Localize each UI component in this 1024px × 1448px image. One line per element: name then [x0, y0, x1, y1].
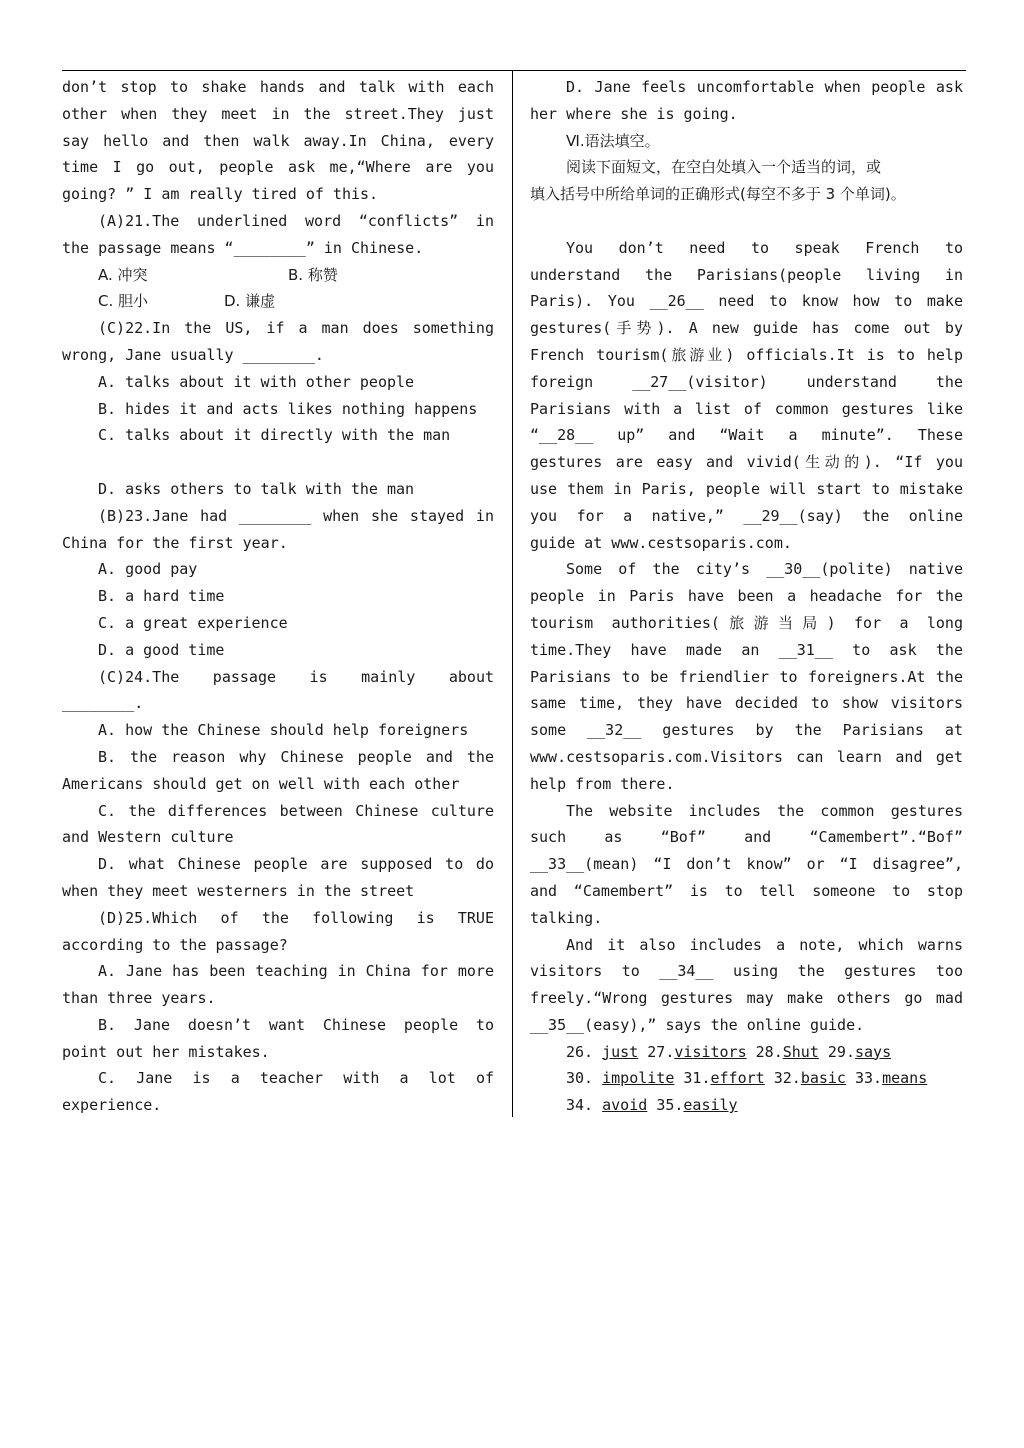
passage-line: www.cestsoparis.com.Visitors can learn and get [530, 747, 963, 766]
q25-option-b: point out her mistakes. [62, 1042, 270, 1061]
q23-stem: (B)23.Jane had ________ when she stayed in [98, 506, 494, 525]
passage-line: such as “Bof” and “Camembert”.“Bof” [530, 828, 963, 847]
passage-line: Some of the city’s __30__(polite) native [566, 560, 963, 579]
answer-number: 26. [566, 1042, 594, 1061]
q23-option-c: C. a great experience [98, 613, 288, 632]
passage-line: help from there. [530, 774, 675, 793]
passage-line: some __32__ gestures by the Parisians at [530, 721, 963, 740]
answer-number: 27. [647, 1042, 675, 1061]
q21-stem: (A)21.The underlined word “conflicts” in [98, 211, 494, 230]
answer-row [530, 1092, 963, 1119]
answer-row [530, 1065, 963, 1092]
passage-line: gestures(手势). A new guide has come out by [530, 319, 963, 338]
passage-line: talking. [530, 908, 603, 927]
q24-stem: ________. [62, 694, 144, 713]
q21-option-b: B. 称赞 [288, 265, 338, 284]
q25-option-a: than three years. [62, 989, 216, 1008]
answer-text: effort [710, 1069, 765, 1088]
answer-number: 35. [656, 1096, 684, 1115]
right-column [530, 74, 963, 1119]
q25-option-c: C. Jane is a teacher with a lot of [98, 1069, 494, 1088]
q25-stem: according to the passage? [62, 935, 288, 954]
q24-option-c: and Western culture [62, 828, 234, 847]
passage-line: You don’t need to speak French to [566, 238, 963, 257]
passage-line: use them in Paris, people will start to mistake [530, 479, 963, 498]
passage-line: gestures are easy and vivid(生动的). “If you [530, 453, 963, 472]
answer-number: 33. [855, 1069, 883, 1088]
q21-option-a: A. 冲突 [98, 265, 148, 284]
q23-stem: China for the first year. [62, 533, 288, 552]
answer-text: impolite [602, 1069, 675, 1088]
passage-line: you for a native,” __29__(say) the online [530, 506, 963, 525]
q21-stem: the passage means “________” in Chinese. [62, 238, 424, 257]
passage-line: Parisians to be friendlier to foreigners.At the [530, 667, 963, 686]
q24-option-a: A. how the Chinese should help foreigners [98, 721, 469, 740]
passage-line: foreign __27__(visitor) understand the [530, 372, 963, 391]
passage-line: same time, they have decided to show visitors [530, 694, 963, 713]
answer-text: avoid [602, 1096, 648, 1115]
answer-text: basic [800, 1069, 846, 1088]
passage-line: and “Camembert” is to tell someone to stop [530, 881, 963, 900]
passage-line: guide at www.cestsoparis.com. [530, 533, 792, 552]
q25-option-c: experience. [62, 1096, 162, 1115]
q21-options-row2 [62, 288, 494, 315]
spacer [530, 208, 963, 235]
q25-option-d: D. Jane feels uncomfortable when people ask [566, 78, 963, 96]
answer-text: just [602, 1042, 639, 1061]
q22-option-b: B. hides it and acts likes nothing happens [98, 399, 478, 418]
instruction: 阅读下面短文，在空白处填入一个适当的词，或 [566, 158, 882, 177]
spacer [62, 449, 494, 476]
q24-stem: (C)24.The passage is mainly about [98, 667, 494, 686]
passage-line: time.They have made an __31__ to ask the [530, 640, 963, 659]
answer-number: 28. [755, 1042, 783, 1061]
left-column [62, 74, 494, 1119]
q24-option-d: D. what Chinese people are supposed to do [98, 855, 494, 874]
q24-option-b: Americans should get on well with each other [62, 774, 460, 793]
answer-number: 31. [683, 1069, 711, 1088]
passage-line: understand the Parisians(people living in [530, 265, 963, 284]
answer-text: says [855, 1042, 892, 1061]
answer-text: Shut [782, 1042, 819, 1061]
answer-row [530, 1039, 963, 1066]
q25-option-b: B. Jane doesn’t want Chinese people to [98, 1015, 494, 1034]
q23-option-d: D. a good time [98, 640, 225, 659]
instruction: 填入括号中所给单词的正确形式(每空不多于 3 个单词)。 [530, 185, 906, 204]
passage-line: The website includes the common gestures [566, 801, 963, 820]
passage-line: other when they meet in the street.They just [62, 104, 494, 123]
answer-text: means [882, 1069, 928, 1088]
answer-text: easily [683, 1096, 738, 1115]
passage-line: time I go out, people ask me,“Where are you [62, 158, 494, 177]
q23-option-a: A. good pay [98, 560, 198, 579]
q24-option-d: when they meet westerners in the street [62, 881, 415, 900]
passage-line: going? ” I am really tired of this. [62, 185, 379, 204]
passage-line: __33__(mean) “I don’t know” or “I disagree”, [530, 855, 963, 874]
answer-number: 32. [773, 1069, 801, 1088]
q21-option-c: C. 胆小 [98, 292, 149, 311]
q21-options-row1 [62, 262, 494, 289]
section-title: Ⅵ.语法填空。 [566, 131, 660, 150]
passage-line: visitors to __34__ using the gestures too [530, 962, 963, 981]
q22-stem: (C)22.In the US, if a man does something [98, 319, 494, 338]
passage-line: say hello and then walk away.In China, every [62, 131, 494, 150]
passage-line: “__28__ up” and “Wait a minute”. These [530, 426, 963, 445]
answer-number: 34. [566, 1096, 594, 1115]
q24-option-b: B. the reason why Chinese people and the [98, 747, 494, 766]
q25-option-a: A. Jane has been teaching in China for more [98, 962, 494, 981]
passage-line: don’t stop to shake hands and talk with each [62, 78, 494, 96]
q22-option-d: D. asks others to talk with the man [98, 479, 415, 498]
q22-stem: wrong, Jane usually ________. [62, 345, 324, 364]
q25-option-d: her where she is going. [530, 104, 738, 123]
passage-line: __35__(easy),” says the online guide. [530, 1015, 865, 1034]
q25-stem: (D)25.Which of the following is TRUE [98, 908, 494, 927]
passage-line: freely.“Wrong gestures may make others go mad [530, 989, 963, 1008]
q21-option-d: D. 谦虚 [224, 292, 276, 311]
answer-number: 29. [827, 1042, 855, 1061]
column-divider [512, 70, 513, 1117]
answer-number: 30. [566, 1069, 594, 1088]
q22-option-c: C. talks about it directly with the man [98, 426, 451, 445]
q23-option-b: B. a hard time [98, 587, 225, 606]
q24-option-c: C. the differences between Chinese culture [98, 801, 494, 820]
passage-line: tourism authorities(旅游当局) for a long [530, 613, 963, 632]
passage-line: Paris). You __26__ need to know how to make [530, 292, 963, 311]
passage-line: Parisians with a list of common gestures like [530, 399, 963, 418]
passage-line: people in Paris have been a headache for the [530, 587, 963, 606]
passage-line: And it also includes a note, which warns [566, 935, 963, 954]
top-rule [62, 70, 966, 71]
q22-option-a: A. talks about it with other people [98, 372, 415, 391]
answer-text: visitors [674, 1042, 747, 1061]
passage-line: French tourism(旅游业) officials.It is to help [530, 345, 963, 364]
